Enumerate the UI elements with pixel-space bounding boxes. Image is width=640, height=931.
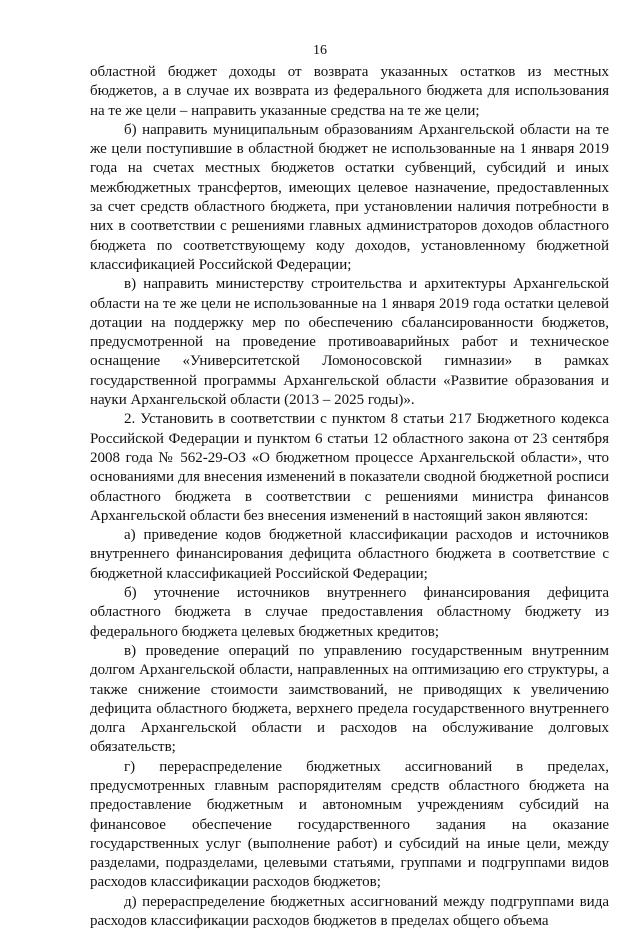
- paragraph-item-b: б) направить муниципальным образованиям Архангельской области на те же цели поступившие в областной бюджет не использованные на 1 января 2019 года на счетах местных бюджетов остатки субвенций, субсидий и иных межбюджетных трансфертов, имеющих целевое назначение, предоставленных за счет средств областного бюджета, при установлении наличия потребности в них в соответствии с решениями главных администраторов доходов областного бюджета по соответствующему коду доходов, установленному бюджетной классификацией Российской Федерации;: [90, 121, 609, 273]
- paragraph-item-b-2: б) уточнение источников внутреннего финансирования дефицита областного бюджета в случае предоставления областному бюджету из федерального бюджета целевых бюджетных кредитов;: [90, 585, 609, 640]
- paragraph-section-2: 2. Установить в соответствии с пунктом 8 статьи 217 Бюджетного кодекса Российской Федерации и пунктом 6 статьи 12 областного закона от 23 сентября 2008 года № 562-29-ОЗ «О бюджетном процессе Архангельской области», что основаниями для внесения изменений в показатели сводной бюджетной росписи областного бюджета в соответствии с решениями министра финансов Архангельской области без внесения изменений в настоящий закон являются:: [90, 411, 609, 524]
- paragraph-item-a: а) приведение кодов бюджетной классификации расходов и источников внутреннего финансирования дефицита областного бюджета в соответствие с бюджетной классификацией Российской Федерации;: [90, 527, 609, 582]
- page-number: 16: [313, 43, 327, 58]
- document-body: [90, 63, 609, 931]
- paragraph-item-d: д) перераспределение бюджетных ассигнований между подгруппами вида расходов классификации расходов бюджетов в пределах общего объема: [90, 893, 609, 930]
- paragraph-item-v: в) направить министерству строительства и архитектуры Архангельской области на те же цели не использованные на 1 января 2019 года остатки целевой дотации на поддержку мер по обеспечению сбалансированности бюджетов, предусмотренной на проведение противоаварийных работ и техническое оснащение «Университетской Ломоносовской гимназии» в рамках государственной программы Архангельской области «Развитие образования и науки Архангельской области (2013 – 2025 годы)».: [90, 276, 609, 409]
- paragraph-item-v-2: в) проведение операций по управлению государственным внутренним долгом Архангельской области, направленных на оптимизацию его структуры, а также снижение стоимости заимствований, не приводящих к увеличению дефицита областного бюджета, верхнего предела государственного внутреннего долга Архангельской области и расходов на обслуживание долговых обязательств;: [90, 642, 609, 756]
- paragraph-item-g: г) перераспределение бюджетных ассигнований в пределах, предусмотренных главным распорядителям средств областного бюджета на предоставление бюджетным и автономным учреждениям субсидий на финансовое обеспечение государственного задания на оказание государственных услуг (выполнение работ) и субсидий на иные цели, между разделами, подразделами, целевыми статьями, группами и подгруппами видов расходов классификации расходов бюджетов;: [90, 758, 609, 891]
- paragraph-continuation: областной бюджет доходы от возврата указанных остатков из местных бюджетов, а в случае их возврата из федерального бюджета для использования на те же цели – направить указанные средства на те же цели;: [90, 64, 609, 119]
